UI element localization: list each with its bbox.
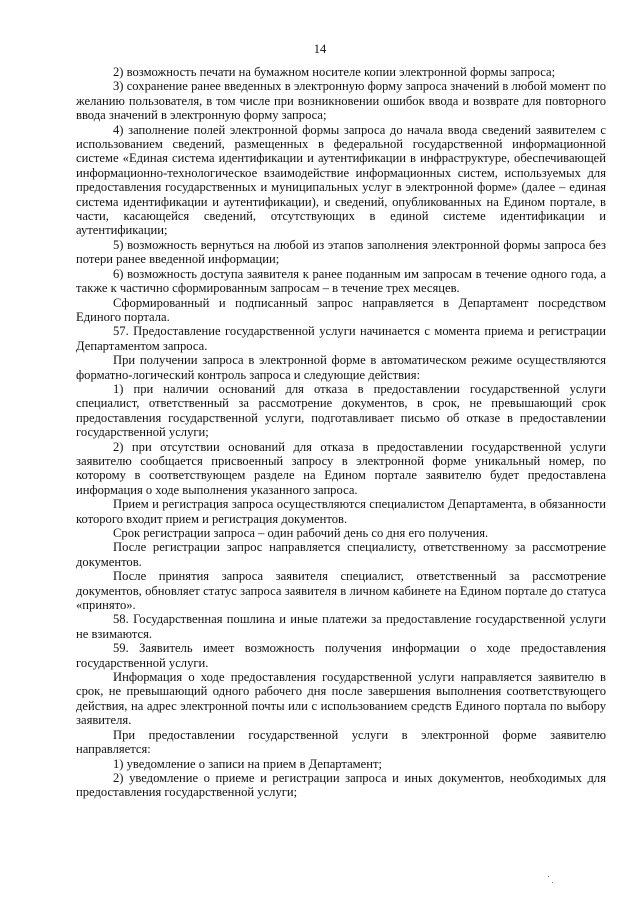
paragraph: 4) заполнение полей электронной формы запроса до начала ввода сведений заявителем с использованием сведений, размещенных в федеральной государственной информационной системе «Единая система идентификации и аутентификации в инфраструктуре, обеспечивающей информационно-технологическое взаимодействие информационных систем, используемых для предоставления государственных и муниципальных услуг в электронной форме» (далее – единая система идентификации и аутентификации), и сведений, опубликованных на Едином портале, в части, касающейся сведений, отсутствующих в единой системе идентификации и аутентификации;: [76, 122, 606, 238]
paragraph: 1) при наличии оснований для отказа в предоставлении государственной услуги специалист, ответственный за рассмотрение документов, в срок, не превышающий срок предоставления государственной услуги, подготавливает письмо об отказе в предоставлении государственной услуги;: [76, 381, 606, 440]
scan-speck: [552, 882, 553, 883]
paragraph: 1) уведомление о записи на прием в Департамент;: [113, 756, 382, 771]
paragraph: 2) при отсутствии оснований для отказа в предоставлении государственной услуги заявителю сообщается присвоенный запросу в электронной форме уникальный номер, по которому в соответствующем разделе на Едином портале заявителю будет предоставлена информация о ходе выполнения указанного запроса.: [76, 439, 606, 497]
paragraph: 2) уведомление о приеме и регистрации запроса и иных документов, необходимых для предоставления государственной услуги;: [76, 770, 606, 800]
page-number: 14: [313, 42, 327, 56]
paragraph: Сформированный и подписанный запрос направляется в Департамент посредством Единого портала.: [76, 295, 606, 324]
paragraph: 3) сохранение ранее введенных в электронную форму запроса значений в любой момент по желанию пользователя, в том числе при возникновении ошибок ввода и возврате для повторного ввода значений в электронную форму запроса;: [76, 79, 606, 123]
document-body: [76, 65, 606, 800]
scan-speck: [548, 876, 549, 877]
paragraph: При получении запроса в электронной форме в автоматическом режиме осуществляются форматно-логический контроль запроса и следующие действия:: [76, 353, 606, 382]
paragraph: 6) возможность доступа заявителя к ранее поданным им запросам в течение одного года, а также к частично сформированным запросам – в течение трех месяцев.: [76, 266, 606, 296]
paragraph: 59. Заявитель имеет возможность получения информации о ходе предоставления государственной услуги.: [76, 641, 606, 670]
paragraph: 5) возможность вернуться на любой из этапов заполнения электронной формы запроса без потери ранее введенной информации;: [76, 237, 606, 267]
paragraph: После принятия запроса заявителя специалист, ответственный за рассмотрение документов, обновляет статус запроса заявителя в личном кабинете на Едином портале до статуса «принято».: [76, 569, 606, 613]
paragraph: Прием и регистрация запроса осуществляются специалистом Департамента, в обязанности которого входит прием и регистрация документов.: [76, 497, 606, 526]
paragraph: 2) возможность печати на бумажном носителе копии электронной формы запроса;: [113, 65, 556, 79]
paragraph: Срок регистрации запроса – один рабочий день со дня его получения.: [113, 526, 489, 540]
paragraph: При предоставлении государственной услуги в электронной форме заявителю направляется:: [76, 727, 606, 757]
paragraph: 58. Государственная пошлина и иные платежи за предоставление государственной услуги не взимаются.: [76, 612, 606, 641]
paragraph: После регистрации запрос направляется специалисту, ответственному за рассмотрение документов.: [76, 540, 606, 569]
paragraph: Информация о ходе предоставления государственной услуги направляется заявителю в срок, не превышающий одного рабочего дня после завершения выполнения соответствующего действия, на адрес электронной почты или с использованием средств Единого портала по выбору заявителя.: [76, 670, 606, 728]
paragraph: 57. Предоставление государственной услуги начинается с момента приема и регистрации Департаментом запроса.: [76, 324, 606, 353]
